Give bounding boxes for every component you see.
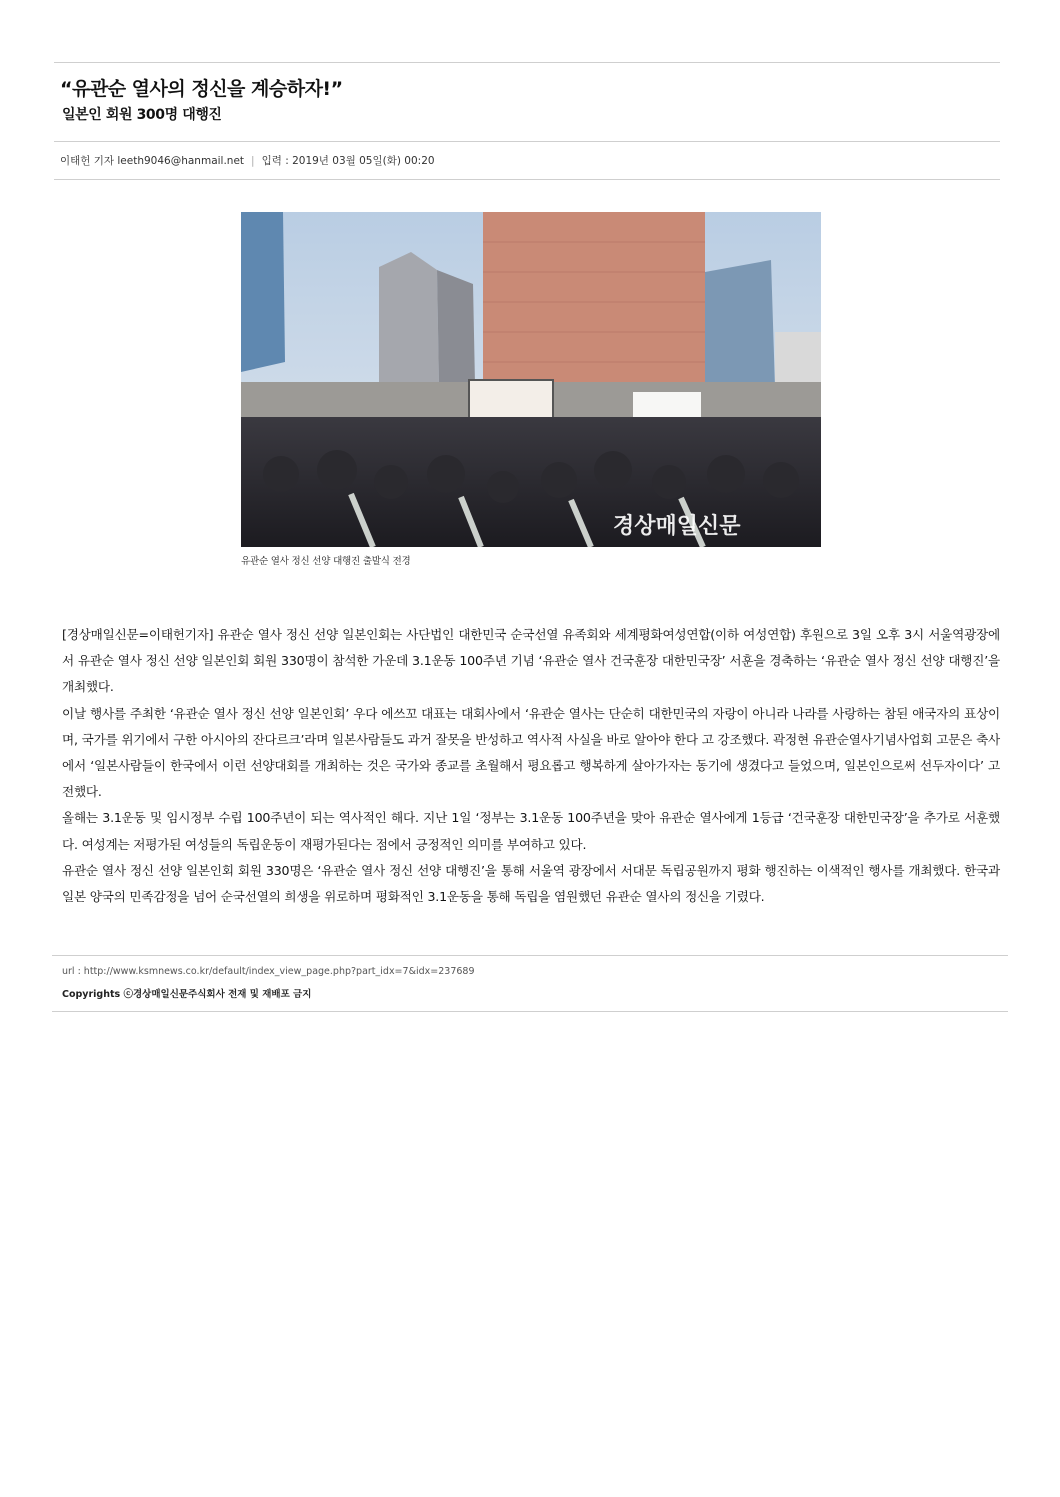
glass-tower-left — [241, 212, 285, 372]
article-paragraph: 이날 행사를 주최한 ‘유관순 열사 정신 선양 일본인회’ 우다 에쓰꼬 대표는 대회사에서 ‘유관순 열사는 단순히 대한민국의 자랑이 아니라 나라를 사랑하는 참된 애국자의 표상이며, 국가를 위기에서 구한 아시아의 잔다르크’라며 일본사람들도 과거 잘못을 반성하고 역사적 사실을 바로 알아야 한다 고 강조했다. 곽정현 유관순열사기념사업회 고문은 축사에서 ‘일본사람들이 한국에서 이런 선양대회를 개최하는 것은 국가와 종교를 초월해서 평요롭고 행복하게 살아가자는 동기에 생겼다고 들었으며, 일본인으로써 선두자이다’ 고 전했다. — [62, 705, 1000, 800]
article-url: url : http://www.ksmnews.co.kr/default/index_view_page.php?part_idx=7&idx=237689 — [62, 966, 475, 977]
photo-caption: 유관순 열사 정신 선양 대행진 출발식 전경 — [241, 556, 411, 567]
copper-tower — [483, 212, 705, 394]
photo-watermark: 경상매일신문 — [613, 513, 741, 538]
footer-bottom-rule — [52, 1011, 1008, 1012]
byline-bottom-rule — [54, 179, 1000, 180]
top-rule — [54, 62, 1000, 63]
published-date: 입력 : 2019년 03월 05일(화) 00:20 — [261, 155, 435, 167]
byline-top-rule — [54, 141, 1000, 142]
article-paragraph: 올해는 3.1운동 및 임시정부 수립 100주년이 되는 역사적인 해다. 지난 1일 ‘정부는 3.1운동 100주년을 맞아 유관순 열사에게 1등급 ‘건국훈장 대한민국장’을 추가로 서훈했다. 여성계는 저평가된 여성들의 독립운동이 재평가된다는 점에서 긍정적인 의미를 부여하고 있다. — [62, 810, 1000, 852]
article-subheadline: 일본인 회원 300명 대행진 — [62, 107, 222, 123]
article-photo — [241, 212, 821, 547]
copyright-notice: Copyrights ⓒ경상매일신문주식회사 전재 및 재배포 금지 — [62, 989, 312, 1000]
footer-top-rule — [52, 955, 1008, 956]
article-body — [62, 622, 1000, 910]
article-paragraph: [경상매일신문=이태헌기자] 유관순 열사 정신 선양 일본인회는 사단법인 대한민국 순국선열 유족회와 세계평화여성연합(이하 여성연합) 후원으로 3일 오후 3시 서울역광장에서 유관순 열사 정신 선양 일본인회 회원 330명이 참석한 가운데 3.1운동 100주년 기념 ‘유관순 열사 건국훈장 대한민국장’ 서훈을 경축하는 ‘유관순 열사 정신 선양 대행진’을 개최했다. — [62, 627, 1000, 695]
article-paragraph: 유관순 열사 정신 선양 일본인회 회원 330명은 ‘유관순 열사 정신 선양 대행진’을 통해 서울역 광장에서 서대문 독립공원까지 평화 행진하는 이색적인 행사를 개최했다. 한국과 일본 양국의 민족감정을 넘어 순국선열의 희생을 위로하며 평화적인 3.1운동을 통해 독립을 염원했던 유관순 열사의 정신을 기렸다. — [62, 862, 1000, 905]
photo-illustration — [241, 212, 821, 547]
office-tower-center-left — [379, 252, 439, 392]
byline — [60, 153, 435, 168]
glass-tower-right — [705, 260, 775, 394]
office-tower-side — [437, 270, 475, 387]
article-headline: “유관순 열사의 정신을 계승하자!” — [60, 78, 343, 100]
byline-separator: | — [251, 155, 255, 167]
reporter-name-email: 이태헌 기자 leeth9046@hanmail.net — [60, 155, 245, 167]
